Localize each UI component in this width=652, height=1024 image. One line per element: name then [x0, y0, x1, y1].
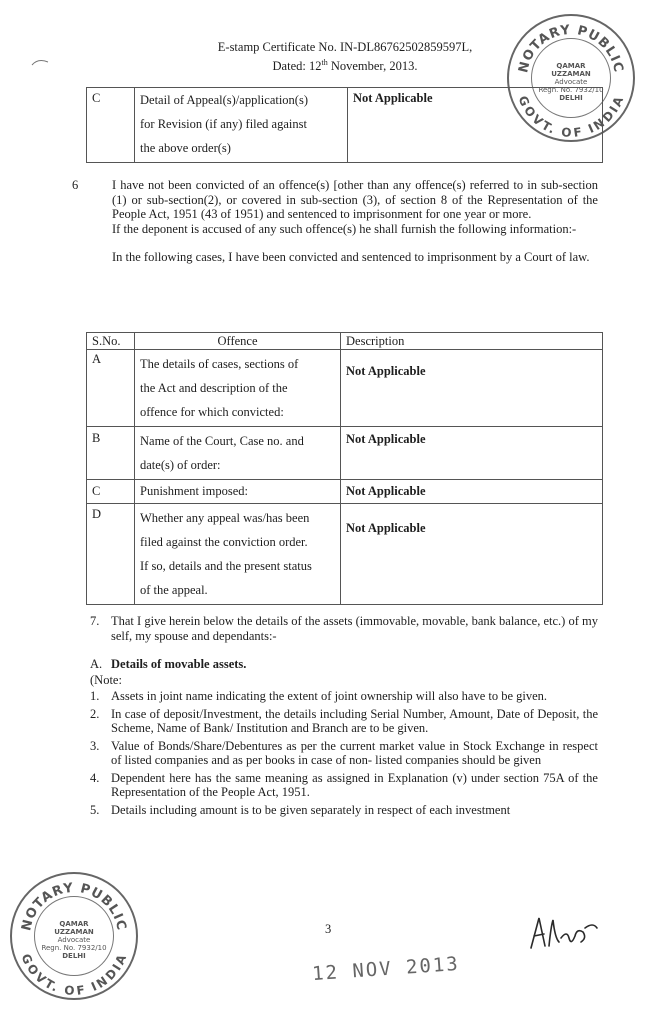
certificate-number: E-stamp Certificate No. IN-DL86762502859597L, — [217, 40, 473, 54]
header-description: Description — [341, 333, 603, 350]
table-row — [87, 504, 603, 605]
table-row — [87, 480, 603, 504]
header-offence: Offence — [135, 333, 341, 350]
row-value: Not Applicable — [341, 504, 603, 605]
seal-top-text: NOTARY PUBLIC — [19, 880, 129, 933]
scan-mark-icon — [30, 56, 50, 68]
seal-city: DELHI — [559, 94, 583, 102]
table-row — [87, 350, 603, 427]
page-number: 3 — [325, 922, 332, 936]
notary-seal-bottom — [10, 872, 138, 1000]
notes-list — [90, 689, 598, 817]
certificate-date: Dated: 12th November, 2013. — [272, 58, 418, 74]
subsection-a-label: A. — [90, 657, 103, 671]
seal-role: Advocate — [57, 936, 91, 944]
table-header-row — [87, 333, 603, 350]
list-item: 1. Assets in joint name indicating the extent of joint ownership will also have to be given. — [90, 689, 548, 703]
list-item: 3. Value of Bonds/Share/Debentures as per the current market value in Stock Exchange in respect of listed companies and as per books in case of non- listed companies should be given — [90, 738, 598, 767]
list-item: 5. Details including amount is to be given separately in respect of each investment — [90, 802, 511, 817]
row-value: Not Applicable — [341, 480, 603, 504]
section-6-para1: I have not been convicted of an offence(s) [other than any offence(s) referred to in sub-section (1) or sub-section(2), or covered in sub-section (3), of section 8 of the Representation of the People Act, 1951 (43 of 1951) and sentenced to imprisonment for one year or more. — [112, 178, 598, 221]
row-sno: C — [87, 88, 135, 163]
list-item: 2. In case of deposit/Investment, the details including Serial Number, Amount, Date of Deposit, the Scheme, Name of Bank/ Institution and Branch are to be given. — [90, 706, 598, 735]
section-6-para3: In the following cases, I have been convicted and sentenced to imprisonment by a Court of law. — [112, 250, 590, 264]
section-6-para2: If the deponent is accused of any such offence(s) he shall furnish the following information:- — [112, 221, 577, 236]
seal-city: DELHI — [62, 952, 86, 960]
row-sno: B — [87, 427, 135, 480]
row-value: Not Applicable — [341, 350, 603, 427]
row-value: Not Applicable — [348, 88, 603, 163]
section-6-number: 6 — [72, 178, 79, 192]
section-6-text — [112, 178, 598, 265]
seal-bottom-text: GOVT. OF INDIA — [18, 951, 130, 998]
seal-name: QAMAR UZZAMAN — [551, 62, 591, 78]
row-offence: Name of the Court, Case no. and date(s) of order: — [135, 427, 341, 480]
seal-bottom-text: GOVT. OF INDIA — [515, 93, 627, 140]
row-offence: Whether any appeal was/has been filed against the conviction order. If so, details and the present status of the appeal. — [135, 504, 341, 605]
header-sno: S.No. — [87, 333, 135, 350]
section-7-text: That I give herein below the details of the assets (immovable, movable, bank balance, etc.) of my self, my spouse and dependants:- — [111, 614, 598, 643]
row-offence: The details of cases, sections of the Act and description of the offence for which convicted: — [135, 350, 341, 427]
seal-regn: Regn. No. 7932/10 — [41, 944, 107, 952]
list-item: 4. Dependent here has the same meaning as assigned in Explanation (v) under section 75A of the Representation of the People Act, 1951. — [90, 770, 598, 799]
seal-role: Advocate — [554, 78, 588, 86]
section-7-number: 7. — [90, 614, 100, 628]
row-offence: Punishment imposed: — [135, 480, 341, 504]
seal-top-text: NOTARY PUBLIC — [516, 22, 626, 75]
seal-regn: Regn. No. 7932/10 — [538, 86, 604, 94]
signature-icon — [525, 908, 605, 956]
offence-table — [86, 332, 603, 605]
subsection-a-title: Details of movable assets. — [111, 657, 247, 671]
table-row — [87, 427, 603, 480]
row-sno: A — [87, 350, 135, 427]
seal-name: QAMAR UZZAMAN — [54, 920, 94, 936]
row-value: Not Applicable — [341, 427, 603, 480]
date-stamp: 12 NOV 2013 — [311, 952, 461, 986]
note-open: (Note: — [90, 673, 122, 687]
row-detail: Detail of Appeal(s)/application(s) for Revision (if any) filed against the above order(s) — [135, 88, 348, 163]
row-sno: D — [87, 504, 135, 605]
certificate-header — [150, 40, 540, 74]
row-sno: C — [87, 480, 135, 504]
table-row — [87, 88, 603, 163]
appeal-table — [86, 87, 603, 163]
